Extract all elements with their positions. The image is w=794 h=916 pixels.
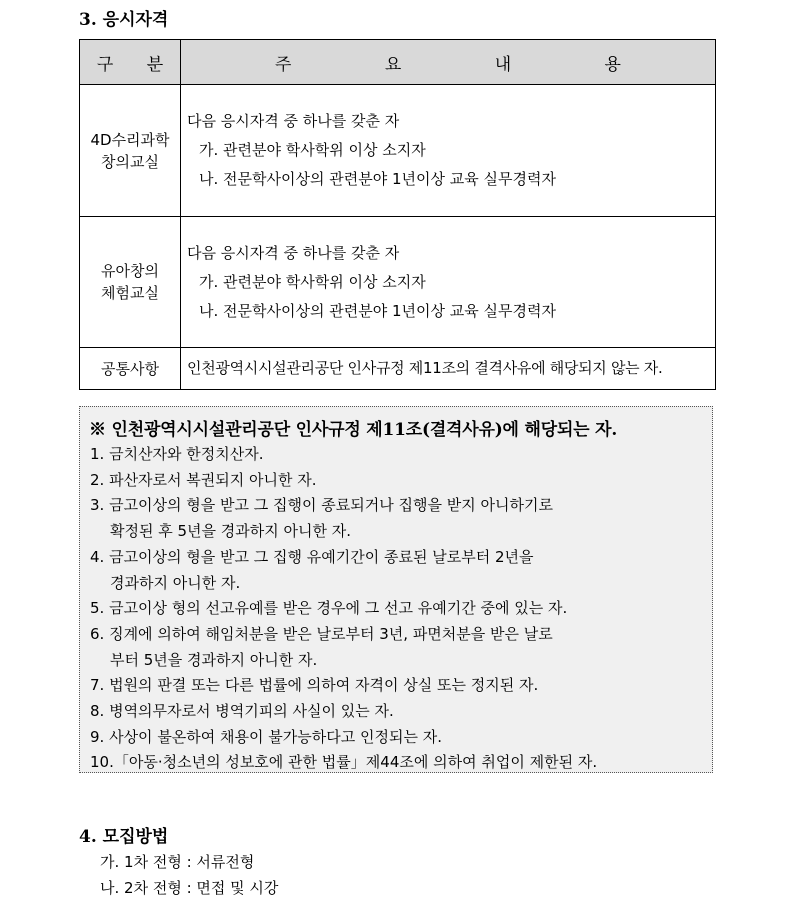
category-line: 유아창의 (101, 262, 159, 280)
header-content: 주 요 내 용 (181, 40, 716, 85)
list-item: 6. 징계에 의하여 해임처분을 받은 날로부터 3년, 파면처분을 받은 날로 (90, 624, 553, 643)
content-line: 나. 전문학사이상의 관련분야 1년이상 교육 실무경력자 (199, 301, 556, 320)
table-row (80, 348, 716, 390)
notice-title: ※ 인천광역시시설관리공단 인사규정 제11조(결격사유)에 해당되는 자. (89, 420, 618, 440)
section-3-title: 3. 응시자격 (79, 10, 169, 30)
list-item: 3. 금고이상의 형을 받고 그 집행이 종료되거나 집행을 받지 아니하기로 (90, 496, 553, 515)
category-line: 4D수리과학 (90, 130, 170, 149)
row-content (181, 85, 716, 217)
category-line: 창의교실 (101, 152, 159, 171)
list-item: 1. 금치산자와 한정치산자. (90, 445, 264, 463)
list-item: 확정된 후 5년을 경과하지 아니한 자. (110, 522, 352, 541)
list-item: 2. 파산자로서 복권되지 아니한 자. (90, 470, 317, 489)
recruitment-step: 나. 2차 전형 : 면접 및 시강 (100, 879, 279, 897)
list-item: 부터 5년을 경과하지 아니한 자. (110, 650, 318, 669)
list-item: 5. 금고이상 형의 선고유예를 받은 경우에 그 선고 유예기간 중에 있는 자. (90, 599, 568, 618)
table-row (80, 217, 716, 348)
header-category: 구 분 (80, 40, 181, 85)
row-category: 공통사항 (80, 348, 181, 390)
content-line: 다음 응시자격 중 하나를 갖춘 자 (187, 243, 400, 262)
table-row (80, 85, 716, 217)
table-header-row (80, 40, 716, 85)
section-4-title: 4. 모집방법 (79, 827, 169, 847)
row-category (80, 217, 181, 348)
content-line: 가. 관련분야 학사학위 이상 소지자 (199, 272, 426, 291)
list-item: 경과하지 아니한 자. (110, 573, 241, 592)
list-item: 9. 사상이 불온하여 채용이 불가능하다고 인정되는 자. (90, 727, 442, 746)
recruitment-step: 가. 1차 전형 : 서류전형 (100, 853, 255, 871)
row-content (181, 217, 716, 348)
list-item: 8. 병역의무자로서 병역기피의 사실이 있는 자. (90, 702, 394, 721)
disqualification-list (90, 442, 597, 776)
disqualification-notice-box (79, 406, 713, 773)
category-line: 체험교실 (101, 284, 159, 302)
list-item: 4. 금고이상의 형을 받고 그 집행 유예기간이 종료된 날로부터 2년을 (90, 547, 534, 566)
content-line: 가. 관련분야 학사학위 이상 소지자 (199, 141, 426, 159)
row-category (80, 85, 181, 217)
list-item: 7. 법원의 판결 또는 다른 법률에 의하여 자격이 상실 또는 정지된 자. (90, 676, 539, 695)
content-line: 다음 응시자격 중 하나를 갖춘 자 (187, 112, 400, 130)
content-line: 나. 전문학사이상의 관련분야 1년이상 교육 실무경력자 (199, 170, 556, 188)
qualification-table (79, 39, 716, 390)
list-item: 10.「아동·청소년의 성보호에 관한 법률」제44조에 의하여 취업이 제한된 자. (90, 753, 598, 772)
row-content: 인천광역시시설관리공단 인사규정 제11조의 결격사유에 해당되지 않는 자. (181, 348, 716, 390)
